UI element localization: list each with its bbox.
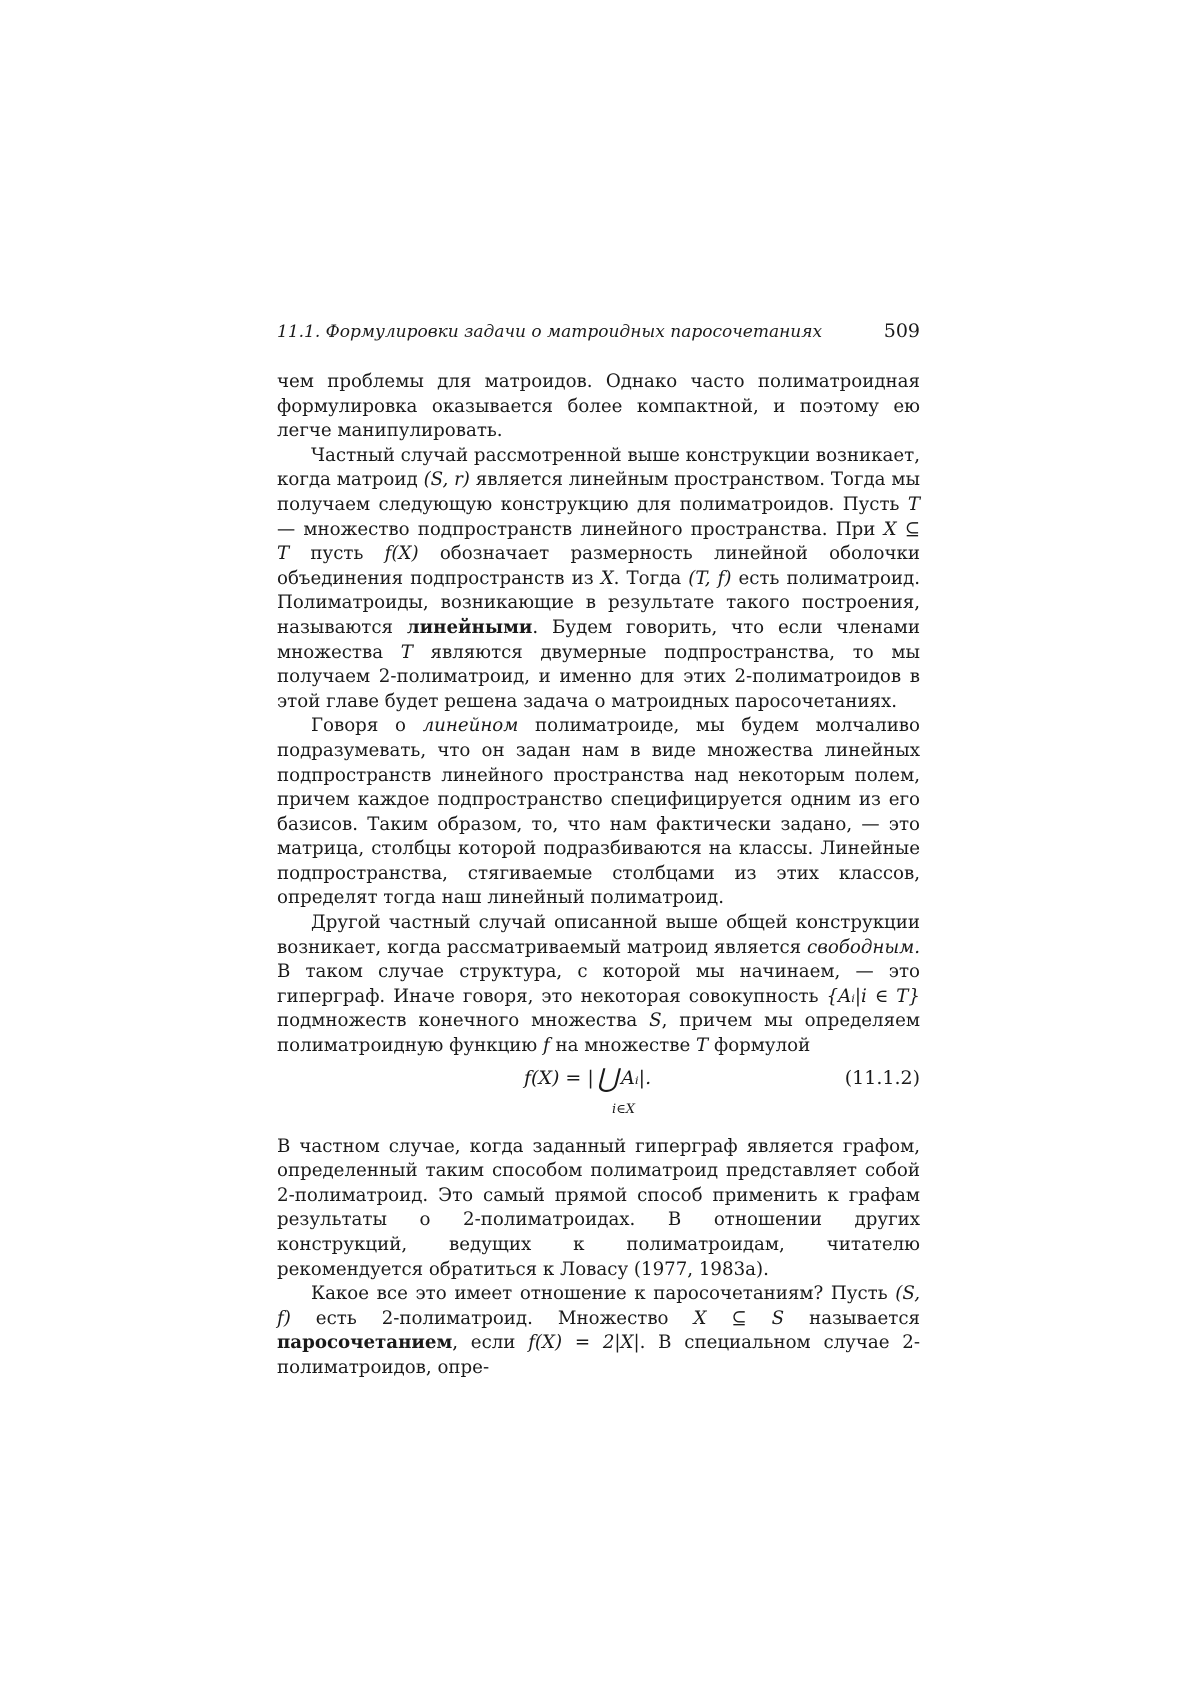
- emphasis: линейном: [422, 715, 519, 737]
- text-span: формулой: [708, 1035, 811, 1057]
- math-inline: (S, f): [277, 1283, 920, 1329]
- math-inline: X: [600, 567, 614, 589]
- math-inline: f(X) = 2|X|: [528, 1332, 640, 1354]
- text-span: Говоря о: [311, 715, 423, 737]
- formula-lhs: f(X) = |: [524, 1066, 594, 1089]
- book-page: [277, 322, 920, 1381]
- big-union-symbol: ⋃: [596, 1063, 619, 1094]
- text-span: . Тогда: [613, 567, 689, 589]
- paragraph-6: [277, 1282, 920, 1380]
- text-span: на множестве: [549, 1035, 697, 1057]
- text-span: , причем мы определяем полиматроидную функцию: [277, 1010, 920, 1057]
- text-span: , если: [452, 1332, 529, 1354]
- math-inline: T: [400, 641, 413, 663]
- paragraph-1: чем проблемы для матроидов. Однако часто полиматроидная формулировка оказывается более компактной, и поэтому ею легче манипулировать.: [277, 371, 920, 442]
- math-inline: T: [907, 493, 920, 515]
- text-span: В таком случае структура, с которой мы начинаем, — это гиперграф. Иначе говоря, это некоторая совокупность: [277, 961, 920, 1007]
- paragraph-4: [277, 911, 920, 1059]
- paragraph-3: [277, 714, 920, 911]
- math-inline: (S, r): [423, 469, 470, 491]
- text-span: пусть: [289, 543, 385, 565]
- math-inline: (T, f): [688, 567, 732, 589]
- equation-number: (11.1.2): [844, 1066, 920, 1089]
- emphasis: свободным.: [807, 936, 920, 958]
- text-span: обозначает размерность линейной оболочки объединения подпространств из: [277, 543, 920, 589]
- text-span: Частный случай рассмотренной выше конструкции возникает, когда матроид: [277, 444, 920, 491]
- math-inline: S: [649, 1010, 662, 1032]
- term-bold: линейными: [406, 616, 533, 638]
- running-head-title: 11.1. Формулировки задачи о матроидных паросочетаниях: [277, 322, 823, 342]
- text-span: есть 2-полиматроид. Множество: [290, 1307, 694, 1329]
- math-inline: f(X): [384, 543, 419, 565]
- text-span: подмножеств конечного множества: [277, 1010, 650, 1032]
- text-span: Другой частный случай описанной выше общей конструкции возникает, когда рассматриваемый матроид является: [277, 912, 920, 958]
- running-head: [277, 322, 920, 350]
- formula-expression: [524, 1063, 652, 1094]
- text-span: — множество подпространств линейного пространства. При: [277, 518, 884, 540]
- math-inline: f: [543, 1035, 550, 1057]
- paragraph-2: [277, 444, 920, 715]
- page-number: 509: [883, 320, 920, 342]
- text-span: является линейным пространством. Тогда мы получаем следующую конструкцию для полиматроидов. Пусть: [277, 469, 920, 515]
- formula-rhs: Aᵢ|.: [621, 1066, 652, 1089]
- text-span: есть полиматроид. Полиматроиды, возникающие в результате такого построения, называются: [277, 567, 920, 638]
- math-inline: {Aᵢ|i ∈ T}: [826, 985, 920, 1007]
- math-inline: X ⊆ T: [277, 518, 920, 565]
- term-bold: паросочетанием: [277, 1332, 453, 1354]
- text-span: Какое все это имеет отношение к паросочетаниям? Пусть: [311, 1283, 896, 1305]
- text-span: полиматроиде, мы будем молчаливо подразумевать, что он задан нам в виде множества линейных подпространств линейного пространства над некоторым полем, причем каждое подпространство специфицируется одним из его базисов. Таким образом, то, что нам фактически задано, — это матрица, столбцы которой подразбиваются на классы. Линейные подпространства, стягиваемые столбцами из этих классов, определят тогда наш линейный полиматроид.: [277, 715, 921, 909]
- math-inline: X ⊆ S: [693, 1307, 785, 1329]
- text-span: . Будем говорить, что если членами множества: [277, 616, 921, 663]
- text-span: являются двумерные подпространства, то мы получаем 2-полиматроид, и именно для этих 2-полиматроидов в этой главе будет решена задача о матроидных паросочетаниях.: [277, 641, 921, 712]
- paragraph-5: В частном случае, когда заданный гиперграф является графом, определенный таким способом полиматроид представляет собой 2-полиматроид. Это самый прямой способ применить к графам результаты о 2-полиматроидах. В отношении других конструкций, ведущих к полиматроидам, читателю рекомендуется обратиться к Ловасу (1977, 1983a).: [277, 1135, 920, 1280]
- union-subscript: i∈X: [612, 1101, 636, 1117]
- display-formula: [277, 1065, 920, 1127]
- math-inline: T: [696, 1035, 709, 1057]
- text-span: называется: [784, 1307, 920, 1329]
- text-span: . В специальном случае 2-полиматроидов, опре-: [277, 1332, 920, 1378]
